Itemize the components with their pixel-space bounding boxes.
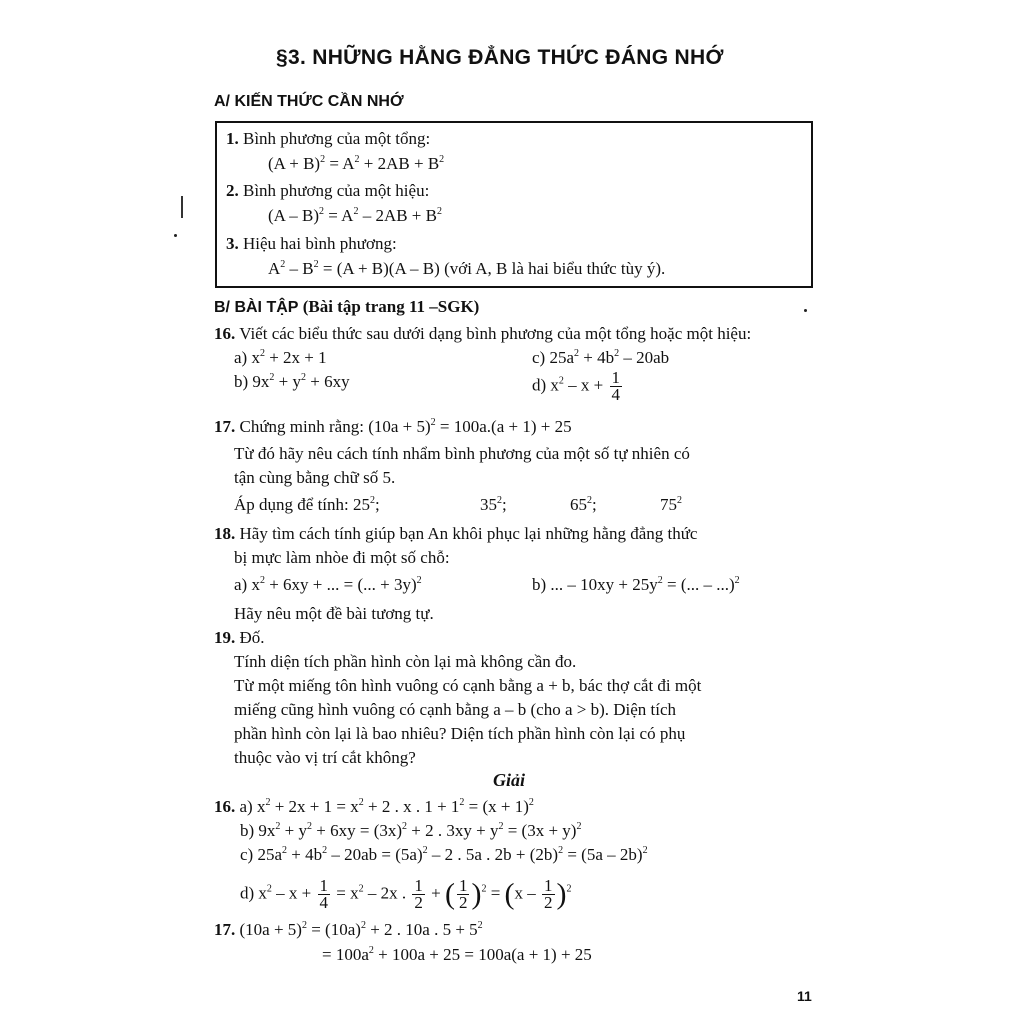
problem-17-35: $35^2$; xyxy=(480,495,507,514)
box-item-3: 3. Hiệu hai bình phương: xyxy=(226,234,397,253)
problem-18-line2: bị mực làm nhòe đi một số chỗ: xyxy=(234,548,450,567)
problem-19-line5: thuộc vào vị trí cắt không? xyxy=(234,748,416,767)
problem-16: 16. Viết các biểu thức sau dưới dạng bình phương của một tổng hoặc một hiệu: xyxy=(214,324,752,343)
problem-16a: a) $x^2 + 2x + 1$ xyxy=(234,348,327,367)
solution-16c: c) $25a^2 + 4b^2 - 20ab = (5a)^2 - 2$ . 5a . $2b + (2b)^2 = (5a - 2b)^2$ xyxy=(240,845,648,864)
solution-16b: b) $9x^2 + y^2 + 6xy = (3x)^2 + 2$ . $3xy + y^2 = (3x + y)^2$ xyxy=(240,821,582,840)
problem-16b: b) $9x^2 + y^2 + 6xy$ xyxy=(234,372,350,391)
box-item-2: 2. Bình phương của một hiệu: xyxy=(226,181,430,200)
solution-17-line1: 17. $(10a + 5)^2 = (10a)^2 + 2$ . 10a . $5 + 5^2$ xyxy=(214,920,483,939)
scan-mark xyxy=(181,196,183,218)
page-title: §3. NHỮNG HẰNG ĐẲNG THỨC ĐÁNG NHỚ xyxy=(276,46,724,69)
problem-17-line2: Từ đó hãy nêu cách tính nhẩm bình phương của một số tự nhiên có xyxy=(234,444,690,463)
formula-square-difference: $(A - B)^2 = A^2 - 2AB + B^2$ xyxy=(268,206,442,225)
problem-17: 17. Chứng minh rằng: $(10a + 5)^2 = 100a.(a + 1) + 25$ xyxy=(214,417,572,436)
section-b-heading: B/ BÀI TẬP (Bài tập trang 11 –SGK) xyxy=(214,297,480,316)
problem-16d: d) $x^2$ – x + $\frac{1}{4}$ xyxy=(532,368,621,404)
problem-17-75: $75^2$ xyxy=(660,495,682,514)
problem-18-line4: Hãy nêu một đề bài tương tự. xyxy=(234,604,434,623)
problem-18: 18. Hãy tìm cách tính giúp bạn An khôi phục lại những hằng đẳng thức xyxy=(214,524,698,543)
section-a-heading: A/ KIẾN THỨC CẦN NHỚ xyxy=(214,93,404,110)
problem-19-line4: phần hình còn lại là bao nhiêu? Diện tích phần hình còn lại có phụ xyxy=(234,724,686,743)
solution-16d: d) $x^2$ – x + $\frac{1}{4}$ = $x^2 - 2x$ . $\frac{1}{2}$ + ( $\frac{1}{2}$ )$^2$ = (x – $\frac{1}{2}$ )$^2$ xyxy=(240,876,572,912)
page-number: 11 xyxy=(797,988,812,1004)
formula-difference-of-squares: $A^2 - B^2 = (A + B)(A - B)$ (với A, B là hai biểu thức tùy ý). xyxy=(268,259,666,278)
solution-heading: Giải xyxy=(493,770,526,790)
problem-17-apply: Áp dụng để tính: $25^2$; xyxy=(234,495,380,514)
problem-19: 19. Đố. xyxy=(214,628,265,647)
solution-16a: 16. a) $x^2 + 2x + 1 = x^2 + 2$ . x . $1 + 1^2 = (x + 1)^2$ xyxy=(214,797,534,816)
scan-dot xyxy=(804,309,807,312)
problem-17-65: $65^2$; xyxy=(570,495,597,514)
problem-16c: c) $25a^2 + 4b^2 - 20ab$ xyxy=(532,348,670,367)
problem-19-line3: miếng cũng hình vuông có cạnh bằng a – b (cho a > b). Diện tích xyxy=(234,700,677,719)
problem-18a: a) $x^2 + 6xy$ + ... = (... + 3y)$^2$ xyxy=(234,575,422,594)
problem-19-line2: Từ một miếng tôn hình vuông có cạnh bằng a + b, bác thợ cắt đi một xyxy=(234,676,702,695)
box-item-1: 1. Bình phương của một tổng: xyxy=(226,129,431,148)
scan-dot xyxy=(174,234,177,237)
solution-17-line2: = $100a^2 + 100a + 25 = 100a(a + 1) + 25$ xyxy=(322,945,592,964)
problem-19-line1: Tính diện tích phần hình còn lại mà không cần đo. xyxy=(234,652,577,671)
problem-18b: b) ... – $10xy + 25y^2$ = (... – ...)$^2$ xyxy=(532,575,740,594)
formula-square-sum: $(A + B)^2 = A^2 + 2AB + B^2$ xyxy=(268,154,445,173)
problem-17-line3: tận cùng bằng chữ số 5. xyxy=(234,468,396,487)
